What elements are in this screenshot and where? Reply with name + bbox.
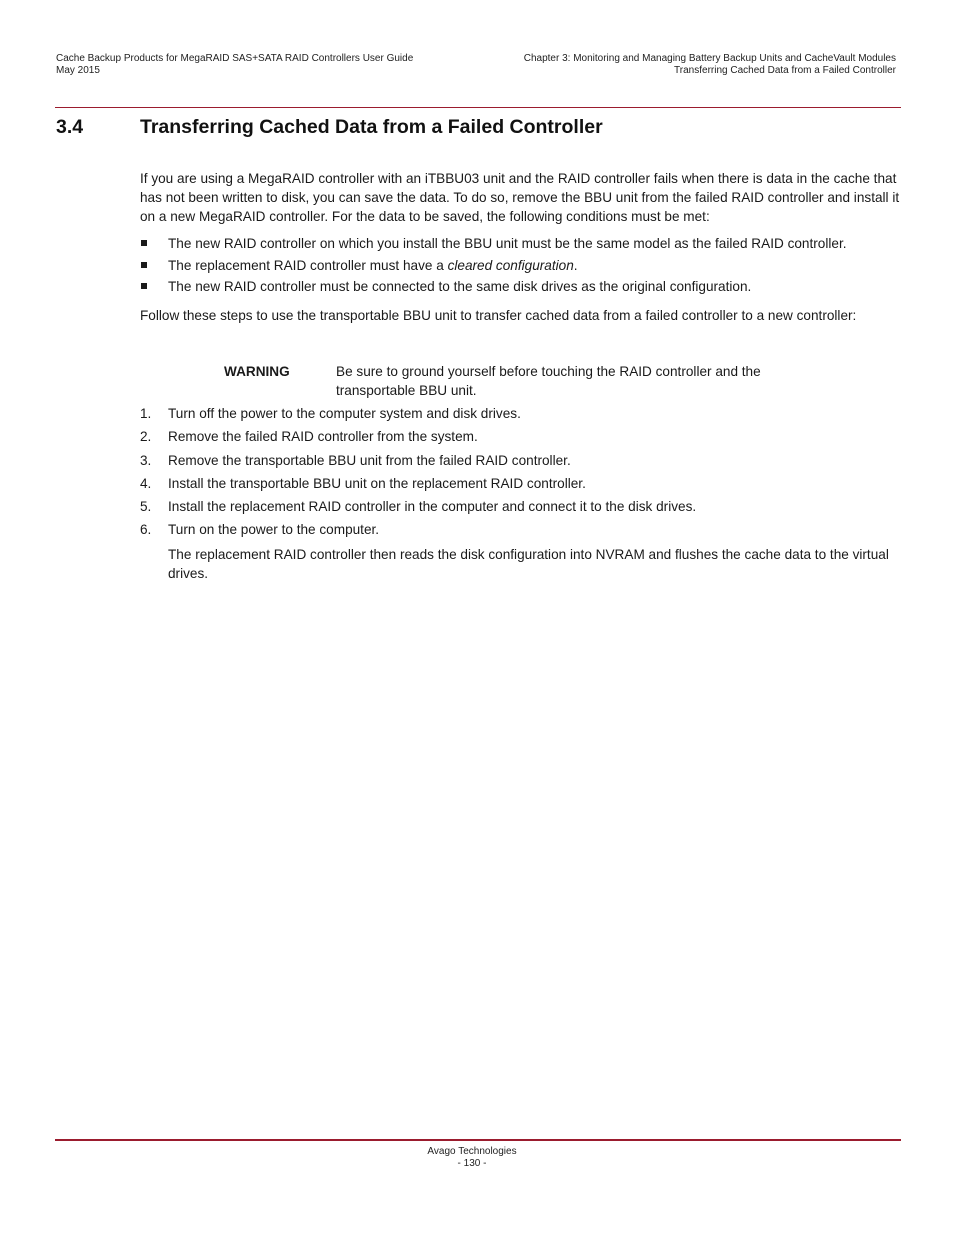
warning-text: Be sure to ground yourself before touching the RAID controller and the transportable BBU unit. [336,364,761,398]
step-item [140,404,902,427]
list-item-text: The replacement RAID controller must have a [168,257,448,273]
result-paragraph: The replacement RAID controller then reads the disk configuration into NVRAM and flushes the cache data to the virtual drives. [168,547,889,581]
doc-title: Cache Backup Products for MegaRAID SAS+SATA RAID Controllers User Guide [56,53,414,64]
step-text: Turn off the power to the computer system and disk drives. [168,406,521,421]
step-text: Turn on the power to the computer. [168,522,380,538]
section-running-title: Transferring Cached Data from a Failed Controller [674,65,896,76]
step-number: 5. [140,499,152,515]
header-right [524,53,896,77]
header-rule [55,107,901,108]
list-item [140,234,902,256]
step-item [140,497,902,520]
step-item [140,427,902,450]
step-text: Install the transportable BBU unit on the replacement RAID controller. [168,475,586,491]
list-item [140,277,902,299]
step-number: 1. [140,406,152,421]
section-number: 3.4 [56,116,84,138]
footer-rule [55,1139,901,1141]
page-number: - 130 - [457,1158,487,1169]
list-item-emphasis: cleared configuration [447,257,574,273]
follow-paragraph: Follow these steps to use the transportable BBU unit to transfer cached data from a failed controller to a new controller: [140,308,857,323]
intro-paragraph: If you are using a MegaRAID controller with an iTBBU03 unit and the RAID controller fails when there is data in the cache that has not been written to disk, you can save the data. To do so, remove the BBU unit from the failed RAID controller and install it on a new MegaRAID controller. For the data to be saved, the following conditions must be met: [140,171,900,224]
step-number: 2. [140,429,152,445]
step-item [140,520,902,543]
step-number: 6. [140,522,152,538]
list-item [140,256,902,278]
step-text: Remove the transportable BBU unit from the failed RAID controller. [168,452,571,468]
section-title: Transferring Cached Data from a Failed Controller [140,116,603,138]
list-item-text-end: . [573,257,578,273]
steps-list [140,404,902,544]
step-text: Install the replacement RAID controller in the computer and connect it to the disk drives. [168,499,697,515]
warning-label: WARNING [224,364,290,379]
footer-company: Avago Technologies [427,1146,517,1157]
doc-date: May 2015 [56,65,100,76]
header-left [56,53,413,77]
bullet-square-icon [141,262,147,268]
bullet-square-icon [141,283,147,289]
step-number: 3. [140,452,152,468]
chapter-title: Chapter 3: Monitoring and Managing Battery Backup Units and CacheVault Modules [523,53,896,64]
step-item [140,474,902,497]
step-text: Remove the failed RAID controller from the system. [168,429,478,445]
list-item-text: The new RAID controller on which you install the BBU unit must be the same model as the failed RAID controller. [168,236,847,251]
list-item-text: The new RAID controller must be connected to the same disk drives as the original configuration. [168,279,752,294]
step-number: 4. [140,475,152,491]
footer [0,1146,944,1170]
step-item [140,451,902,474]
bullet-square-icon [141,240,147,246]
conditions-list [140,234,902,299]
